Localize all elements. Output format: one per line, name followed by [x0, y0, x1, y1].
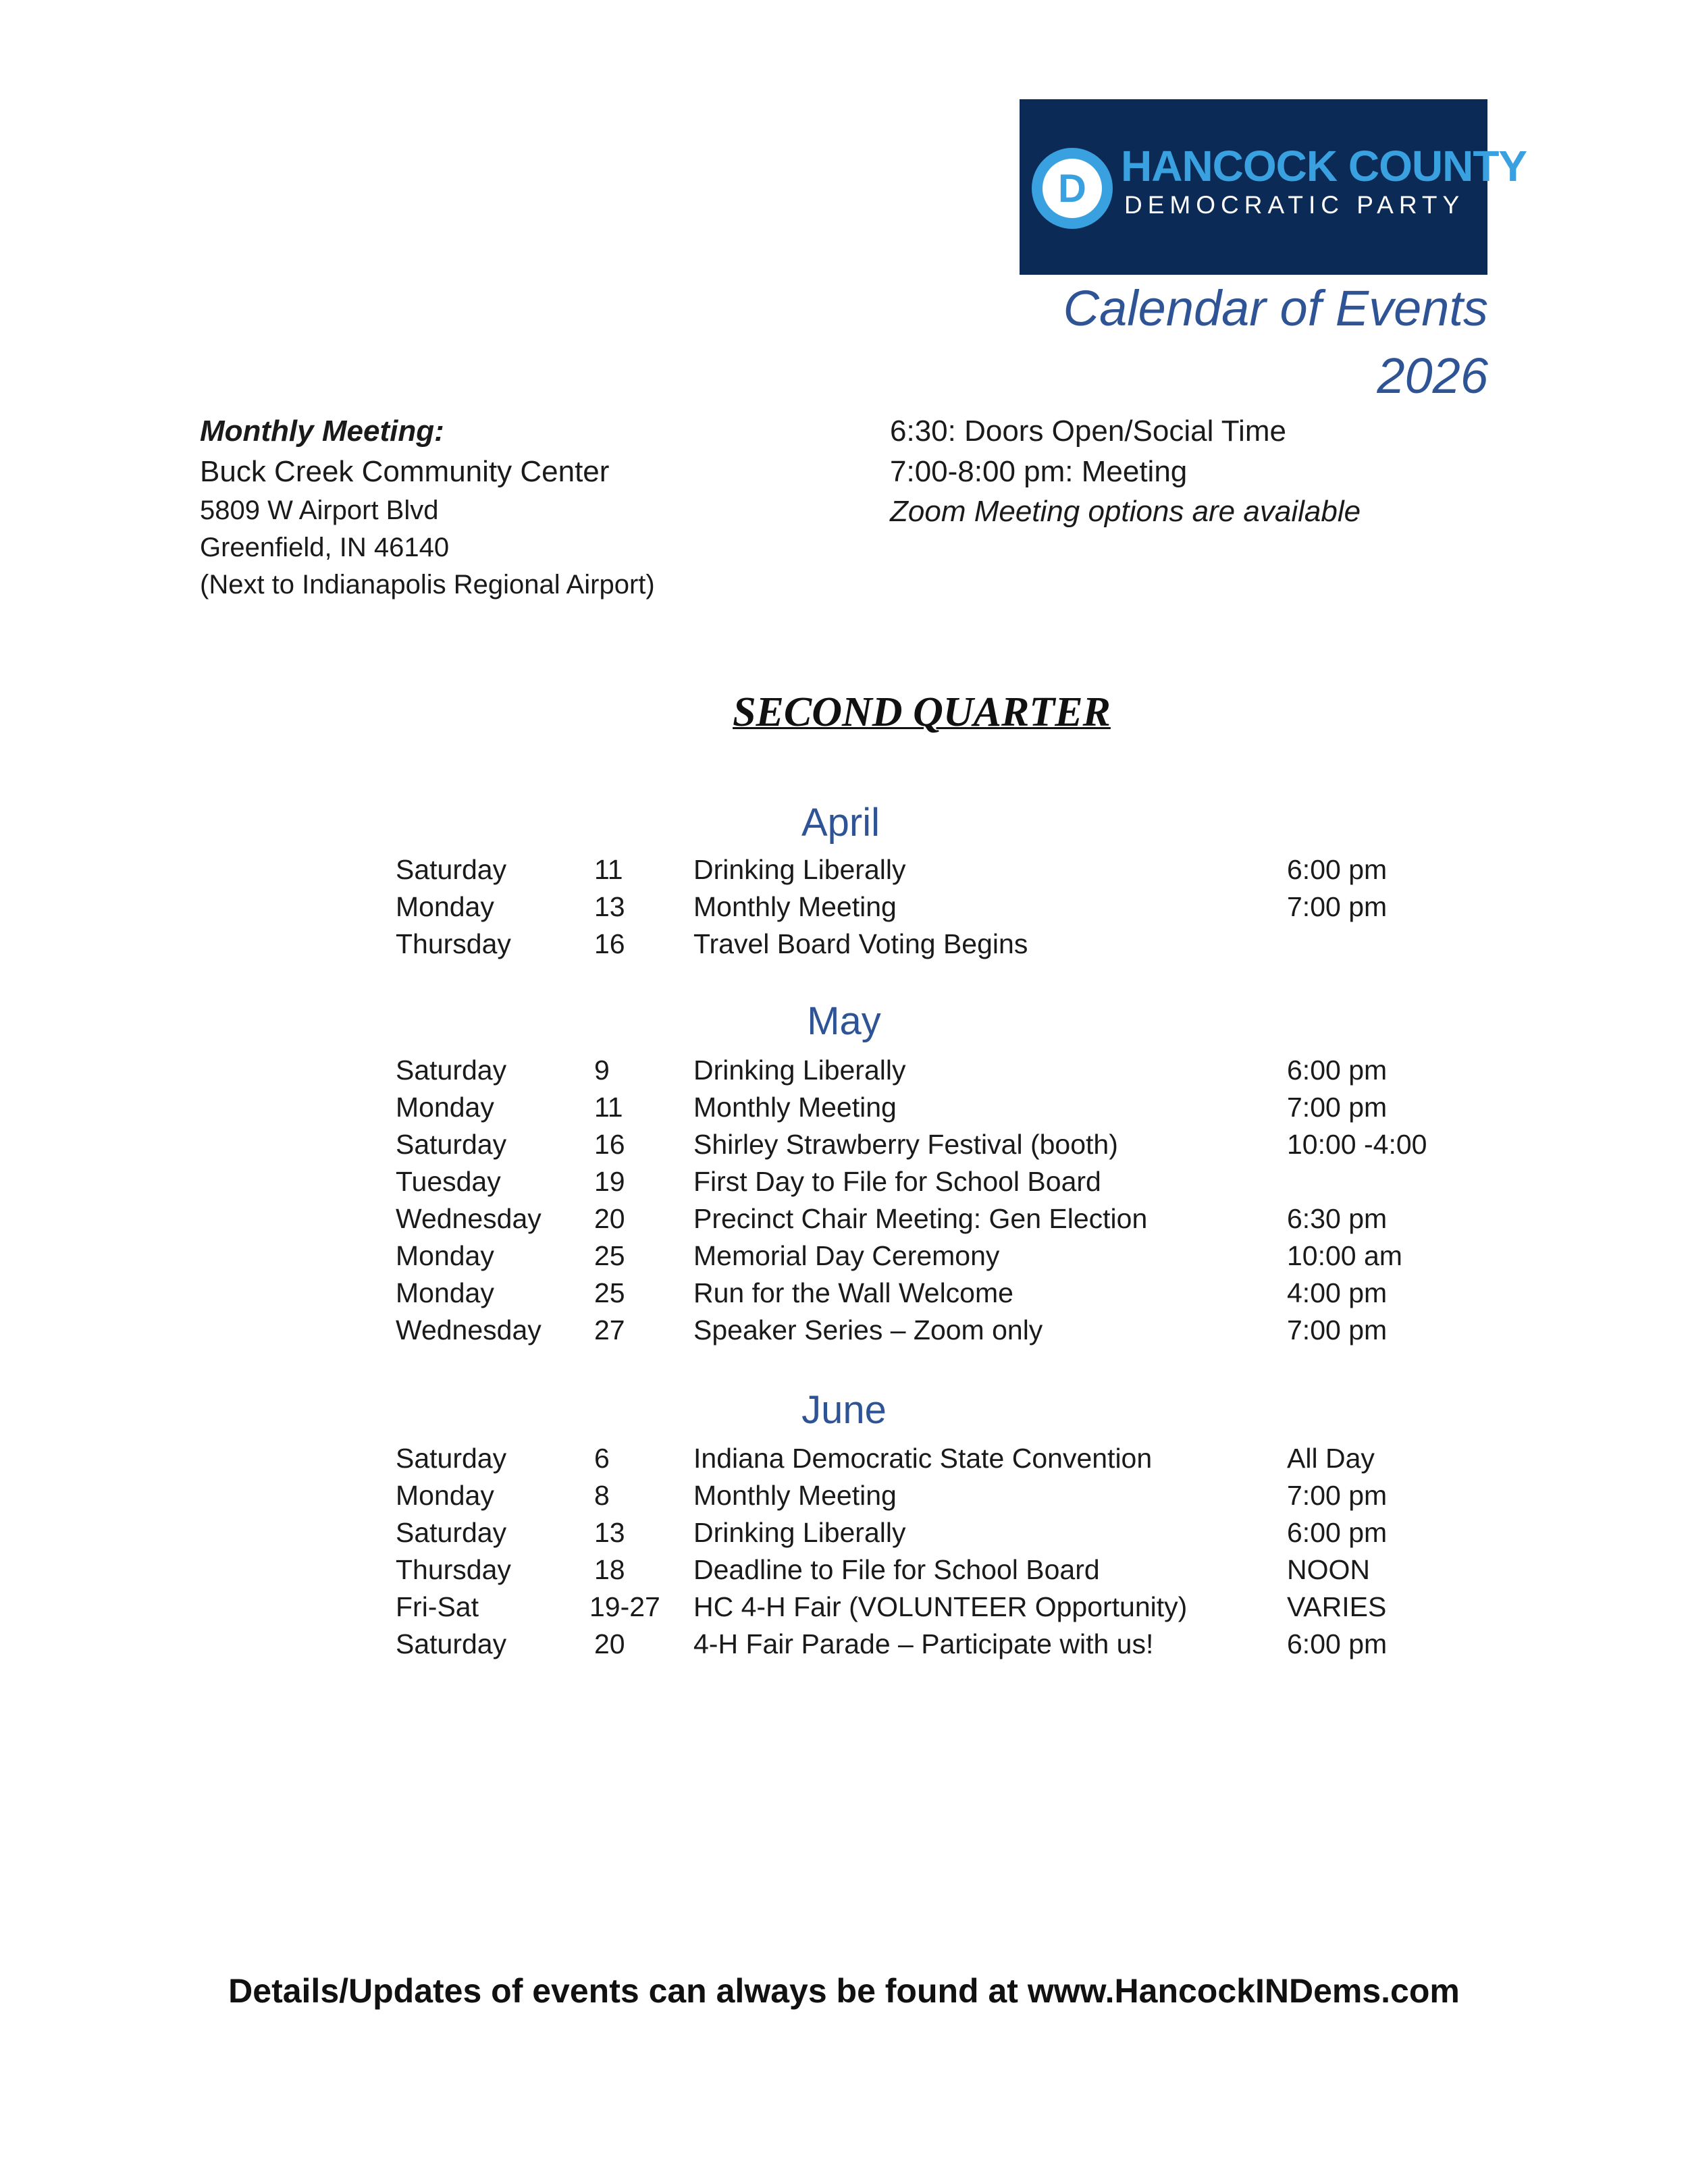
- event-date: 13: [594, 1517, 625, 1548]
- event-title: Monthly Meeting: [693, 1092, 897, 1123]
- event-date: 16: [594, 1129, 625, 1160]
- event-time: 10:00 am: [1287, 1240, 1402, 1271]
- democratic-d-icon: [1030, 147, 1114, 230]
- event-row: [0, 1279, 1688, 1313]
- event-date: 11: [594, 1092, 623, 1123]
- logo-subtitle: DEMOCRATIC PARTY: [1124, 191, 1465, 219]
- month-heading-april: April: [801, 801, 880, 845]
- event-row: [0, 1316, 1688, 1350]
- event-row: [0, 1205, 1688, 1239]
- event-title: Drinking Liberally: [693, 854, 906, 885]
- meeting-time: 7:00-8:00 pm: Meeting: [890, 455, 1188, 488]
- event-day: Thursday: [396, 1554, 511, 1585]
- month-heading-june: June: [801, 1388, 887, 1432]
- event-day: Monday: [396, 1092, 494, 1123]
- event-date: 6: [594, 1443, 610, 1474]
- event-day: Monday: [396, 1240, 494, 1271]
- month-heading-may: May: [807, 999, 881, 1043]
- footer-website-note: Details/Updates of events can always be found at www.HancockINDems.com: [228, 1972, 1460, 2010]
- event-date: 25: [594, 1240, 625, 1271]
- event-title: Run for the Wall Welcome: [693, 1277, 1013, 1308]
- event-day: Thursday: [396, 928, 511, 959]
- event-time: 7:00 pm: [1287, 1314, 1388, 1346]
- meeting-heading: Monthly Meeting:: [200, 415, 444, 448]
- party-logo: [1020, 99, 1527, 275]
- event-day: Saturday: [396, 1443, 507, 1474]
- event-day: Saturday: [396, 1628, 507, 1659]
- event-time: All Day: [1287, 1443, 1375, 1474]
- event-row: [0, 1630, 1688, 1664]
- event-time: 6:00 pm: [1287, 854, 1388, 885]
- event-day: Monday: [396, 1480, 494, 1511]
- event-day: Saturday: [396, 1129, 507, 1160]
- event-row: [0, 1131, 1688, 1165]
- event-time: 7:00 pm: [1287, 1480, 1388, 1511]
- svg-text:D: D: [1058, 167, 1086, 211]
- event-row: [0, 893, 1688, 927]
- event-title: Indiana Democratic State Convention: [693, 1443, 1153, 1474]
- event-title: Drinking Liberally: [693, 1055, 906, 1086]
- event-row: [0, 1482, 1688, 1516]
- event-time: 6:30 pm: [1287, 1203, 1388, 1234]
- event-day: Monday: [396, 891, 494, 922]
- event-title: 4-H Fair Parade – Participate with us!: [693, 1628, 1154, 1659]
- quarter-heading: SECOND QUARTER: [733, 689, 1111, 735]
- event-day: Tuesday: [396, 1166, 501, 1197]
- event-date: 9: [594, 1055, 610, 1086]
- event-day: Wednesday: [396, 1314, 542, 1346]
- event-date: 13: [594, 891, 625, 922]
- event-day: Saturday: [396, 1055, 507, 1086]
- zoom-note: Zoom Meeting options are available: [890, 495, 1361, 528]
- event-row: [0, 1556, 1688, 1590]
- event-title: Shirley Strawberry Festival (booth): [693, 1129, 1118, 1160]
- event-row: [0, 1057, 1688, 1090]
- event-title: Monthly Meeting: [693, 891, 897, 922]
- event-time: 7:00 pm: [1287, 891, 1388, 922]
- event-date: 11: [594, 854, 623, 885]
- page-year: 2026: [1377, 348, 1488, 404]
- meeting-address-line2: Greenfield, IN 46140: [200, 533, 450, 562]
- event-title: First Day to File for School Board: [693, 1166, 1101, 1197]
- event-title: HC 4-H Fair (VOLUNTEER Opportunity): [693, 1591, 1188, 1622]
- event-date: 20: [594, 1628, 625, 1659]
- event-time: 6:00 pm: [1287, 1517, 1388, 1548]
- event-date: 16: [594, 928, 625, 959]
- event-title: Deadline to File for School Board: [693, 1554, 1100, 1585]
- event-row: [0, 930, 1688, 964]
- event-date: 27: [594, 1314, 625, 1346]
- event-title: Speaker Series – Zoom only: [693, 1314, 1043, 1346]
- event-row: [0, 1094, 1688, 1127]
- event-day: Monday: [396, 1277, 494, 1308]
- event-row: [0, 1242, 1688, 1276]
- meeting-location-note: (Next to Indianapolis Regional Airport): [200, 570, 655, 600]
- event-time: VARIES: [1287, 1591, 1387, 1622]
- event-row: [0, 1593, 1688, 1627]
- event-time: 6:00 pm: [1287, 1055, 1388, 1086]
- event-date: 25: [594, 1277, 625, 1308]
- event-row: [0, 1168, 1688, 1202]
- event-date: 18: [594, 1554, 625, 1585]
- event-title: Travel Board Voting Begins: [693, 928, 1028, 959]
- logo-title: HANCOCK COUNTY: [1121, 142, 1527, 190]
- event-day: Wednesday: [396, 1203, 542, 1234]
- meeting-doors-open: 6:30: Doors Open/Social Time: [890, 415, 1286, 448]
- meeting-address-line1: 5809 W Airport Blvd: [200, 496, 439, 525]
- event-date: 20: [594, 1203, 625, 1234]
- event-time: 6:00 pm: [1287, 1628, 1388, 1659]
- event-time: 4:00 pm: [1287, 1277, 1388, 1308]
- page-title: Calendar of Events: [1063, 280, 1488, 336]
- event-title: Drinking Liberally: [693, 1517, 906, 1548]
- event-title: Memorial Day Ceremony: [693, 1240, 1000, 1271]
- event-date: 19-27: [589, 1591, 660, 1622]
- event-date: 8: [594, 1480, 610, 1511]
- event-row: [0, 1519, 1688, 1553]
- event-title: Monthly Meeting: [693, 1480, 897, 1511]
- event-title: Precinct Chair Meeting: Gen Election: [693, 1203, 1148, 1234]
- event-day: Saturday: [396, 854, 507, 885]
- event-time: NOON: [1287, 1554, 1370, 1585]
- event-time: 10:00 -4:00: [1287, 1129, 1427, 1160]
- event-day: Fri-Sat: [396, 1591, 479, 1622]
- meeting-venue: Buck Creek Community Center: [200, 455, 610, 488]
- event-row: [0, 856, 1688, 890]
- event-day: Saturday: [396, 1517, 507, 1548]
- event-row: [0, 1445, 1688, 1479]
- event-time: 7:00 pm: [1287, 1092, 1388, 1123]
- event-date: 19: [594, 1166, 625, 1197]
